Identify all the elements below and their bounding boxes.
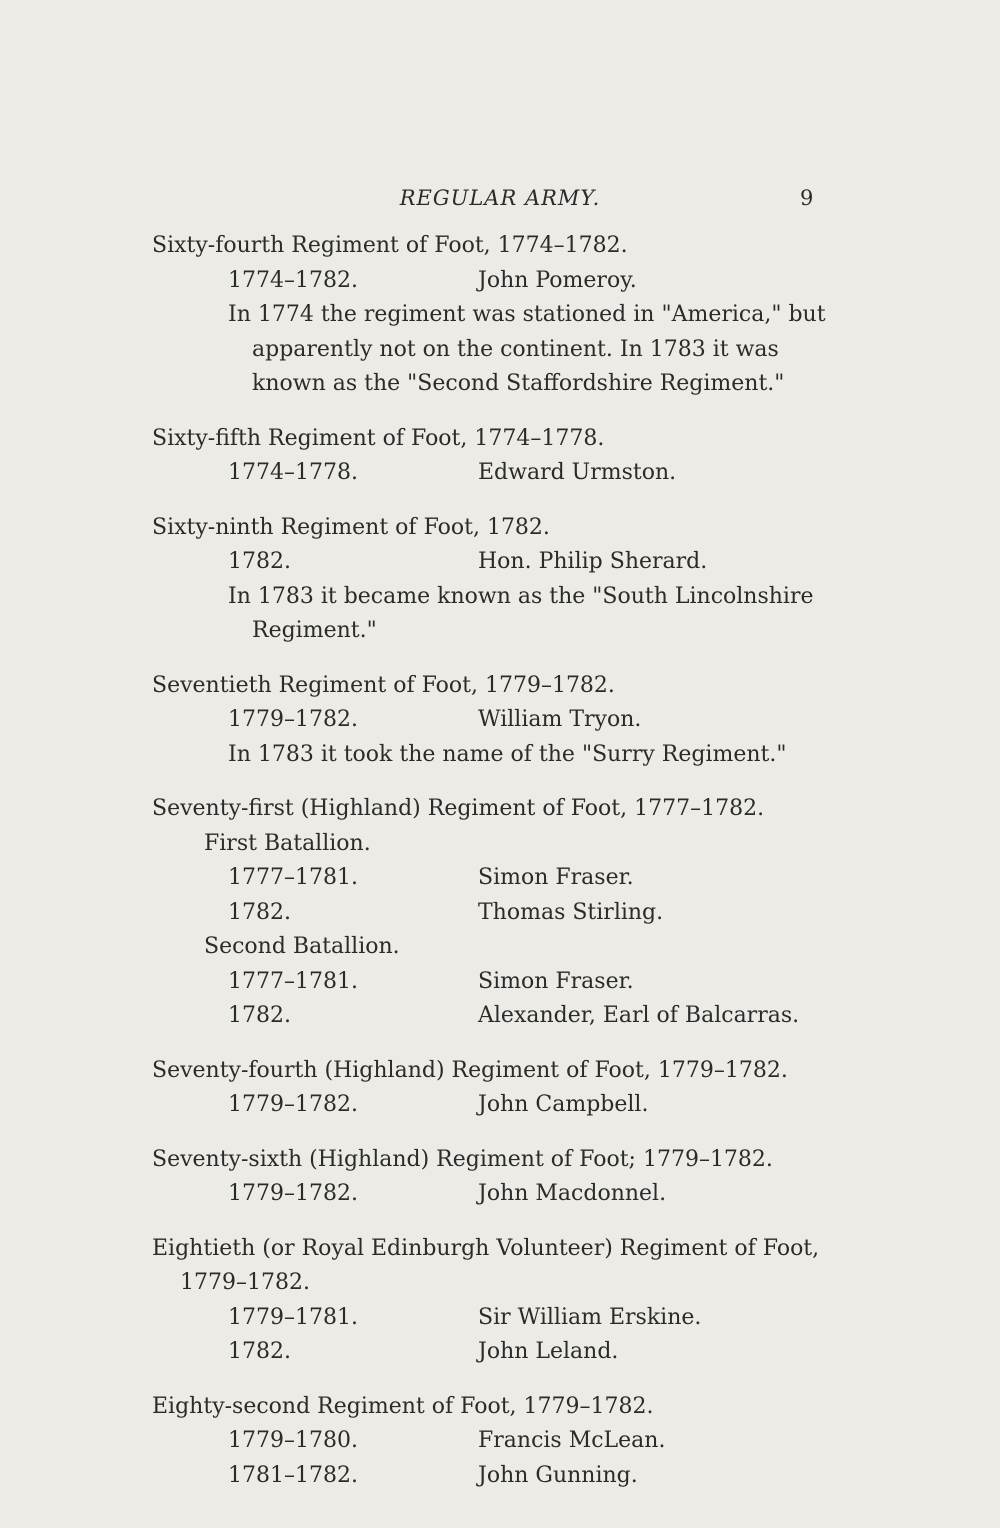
service-dates: 1782. — [228, 1339, 291, 1364]
service-dates: 1777–1781. — [228, 865, 358, 890]
commander-name: Simon Fraser. — [478, 865, 634, 890]
regiment-heading: Sixty-ninth Regiment of Foot, 1782. — [152, 514, 550, 540]
page-number: 9 — [800, 186, 814, 210]
service-dates: 1782. — [228, 1003, 291, 1028]
commander-name: Alexander, Earl of Balcarras. — [478, 1003, 800, 1028]
commander-name: John Gunning. — [478, 1462, 638, 1488]
service-dates: 1777–1781. — [228, 968, 358, 994]
service-dates: 1782. — [228, 899, 291, 925]
commander-name: Francis McLean. — [478, 1428, 666, 1453]
regiment-heading: Seventy-sixth (Highland) Regiment of Foot; 1779–1782. — [152, 1146, 773, 1172]
commander-name: William Tryon. — [478, 707, 642, 732]
commander-name: Simon Fraser. — [478, 968, 634, 994]
regiment-heading: Seventy-first (Highland) Regiment of Foot, 1777–1782. — [152, 796, 765, 821]
regiment-note: In 1783 it became known as the "South Lincolnshire — [228, 583, 814, 609]
service-dates: 1779–1782. — [228, 1181, 358, 1206]
commander-name: Edward Urmston. — [478, 460, 677, 485]
commander-name: John Macdonnel. — [478, 1181, 667, 1206]
service-dates: 1782. — [228, 549, 291, 574]
commander-name: John Campbell. — [478, 1092, 649, 1117]
regiment-heading-continued: 1779–1782. — [180, 1270, 310, 1295]
service-dates: 1779–1780. — [228, 1428, 358, 1453]
regiment-note: In 1774 the regiment was stationed in "America," but — [228, 302, 826, 327]
regiment-note: In 1783 it took the name of the "Surry Regiment." — [228, 741, 787, 767]
regiment-note: Regiment." — [252, 618, 377, 643]
battalion-label: Second Batallion. — [204, 934, 400, 959]
regiment-heading: Sixty-fifth Regiment of Foot, 1774–1778. — [152, 425, 605, 451]
service-dates: 1781–1782. — [228, 1462, 358, 1488]
service-dates: 1779–1782. — [228, 707, 358, 732]
commander-name: John Pomeroy. — [478, 267, 637, 293]
regiment-note: apparently not on the continent. In 1783 it was — [252, 336, 779, 362]
commander-name: Sir William Erskine. — [478, 1304, 702, 1330]
regiment-heading: Seventy-fourth (Highland) Regiment of Foot, 1779–1782. — [152, 1057, 788, 1083]
commander-name: Thomas Stirling. — [478, 899, 664, 925]
battalion-label: First Batallion. — [204, 830, 371, 856]
regiment-heading: Eighty-second Regiment of Foot, 1779–1782. — [152, 1393, 654, 1419]
regiment-heading: Seventieth Regiment of Foot, 1779–1782. — [152, 672, 615, 698]
regiment-heading: Sixty-fourth Regiment of Foot, 1774–1782. — [152, 233, 628, 258]
service-dates: 1774–1782. — [228, 267, 358, 293]
service-dates: 1779–1782. — [228, 1092, 358, 1117]
service-dates: 1779–1781. — [228, 1304, 358, 1330]
service-dates: 1774–1778. — [228, 460, 358, 485]
commander-name: Hon. Philip Sherard. — [478, 549, 708, 574]
regiment-heading: Eightieth (or Royal Edinburgh Volunteer) Regiment of Foot, — [152, 1235, 820, 1261]
running-header: REGULAR ARMY. — [399, 186, 601, 210]
regiment-note: known as the "Second Staffordshire Regiment." — [252, 371, 785, 396]
commander-name: John Leland. — [478, 1339, 619, 1364]
